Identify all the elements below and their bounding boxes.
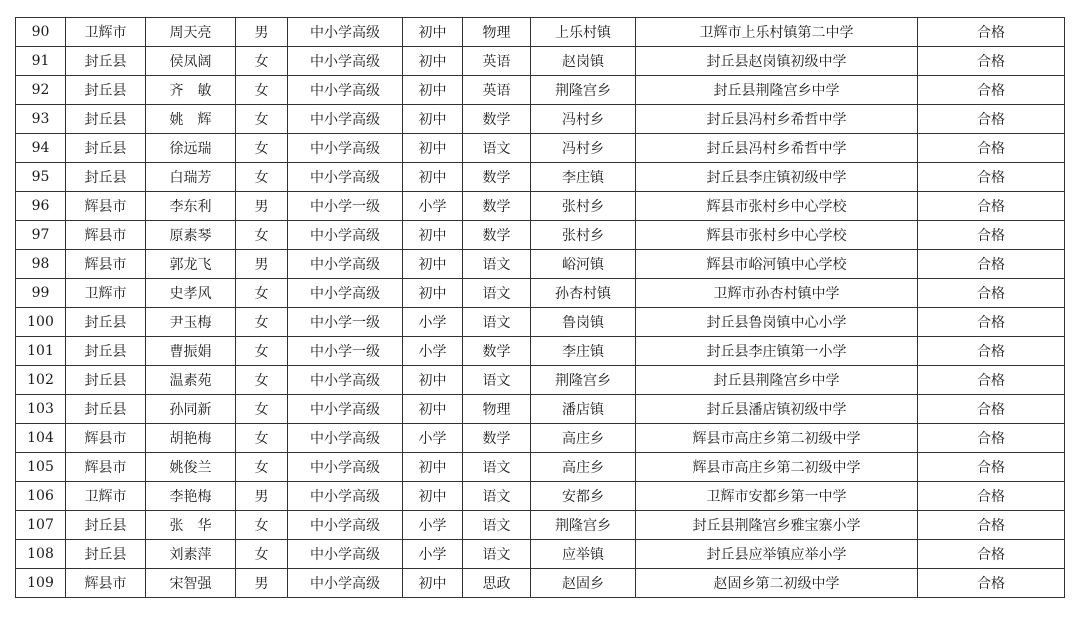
cell-gender: 女 — [236, 540, 288, 569]
cell-title-level: 中小学高级 — [288, 18, 403, 47]
cell-subject: 语文 — [463, 540, 531, 569]
cell-township: 高庄乡 — [531, 453, 636, 482]
cell-name: 姚 辉 — [146, 105, 236, 134]
cell-result: 合格 — [918, 540, 1065, 569]
cell-name: 李东利 — [146, 192, 236, 221]
cell-row-number: 104 — [16, 424, 66, 453]
cell-school: 辉县市峪河镇中心学校 — [636, 250, 918, 279]
cell-name: 史孝风 — [146, 279, 236, 308]
cell-school: 封丘县冯村乡希哲中学 — [636, 134, 918, 163]
cell-school-level: 小学 — [403, 424, 463, 453]
cell-result: 合格 — [918, 337, 1065, 366]
cell-school: 封丘县荆隆宫乡中学 — [636, 366, 918, 395]
cell-gender: 女 — [236, 76, 288, 105]
results-table-container — [15, 17, 1065, 598]
cell-result: 合格 — [918, 482, 1065, 511]
cell-township: 荆隆宫乡 — [531, 366, 636, 395]
cell-county: 封丘县 — [66, 163, 146, 192]
cell-row-number: 107 — [16, 511, 66, 540]
cell-result: 合格 — [918, 163, 1065, 192]
cell-subject: 物理 — [463, 18, 531, 47]
cell-subject: 语文 — [463, 134, 531, 163]
cell-school: 封丘县潘店镇初级中学 — [636, 395, 918, 424]
cell-row-number: 108 — [16, 540, 66, 569]
results-table-body — [16, 18, 1065, 598]
cell-title-level: 中小学高级 — [288, 250, 403, 279]
cell-school-level: 小学 — [403, 308, 463, 337]
cell-township: 赵岗镇 — [531, 47, 636, 76]
cell-gender: 男 — [236, 569, 288, 598]
cell-gender: 女 — [236, 47, 288, 76]
cell-township: 应举镇 — [531, 540, 636, 569]
cell-school: 封丘县赵岗镇初级中学 — [636, 47, 918, 76]
cell-gender: 女 — [236, 221, 288, 250]
cell-row-number: 100 — [16, 308, 66, 337]
cell-result: 合格 — [918, 105, 1065, 134]
cell-school: 封丘县荆隆宫乡中学 — [636, 76, 918, 105]
cell-title-level: 中小学一级 — [288, 192, 403, 221]
cell-gender: 女 — [236, 395, 288, 424]
cell-school-level: 初中 — [403, 569, 463, 598]
cell-name: 温素苑 — [146, 366, 236, 395]
cell-school-level: 初中 — [403, 18, 463, 47]
cell-row-number: 97 — [16, 221, 66, 250]
cell-subject: 语文 — [463, 279, 531, 308]
cell-result: 合格 — [918, 76, 1065, 105]
table-row — [16, 192, 1065, 221]
cell-school: 封丘县应举镇应举小学 — [636, 540, 918, 569]
cell-row-number: 109 — [16, 569, 66, 598]
cell-row-number: 92 — [16, 76, 66, 105]
cell-name: 宋智强 — [146, 569, 236, 598]
results-table — [15, 17, 1065, 598]
cell-county: 辉县市 — [66, 569, 146, 598]
cell-title-level: 中小学高级 — [288, 482, 403, 511]
cell-gender: 女 — [236, 337, 288, 366]
cell-subject: 物理 — [463, 395, 531, 424]
cell-name: 张 华 — [146, 511, 236, 540]
cell-title-level: 中小学一级 — [288, 337, 403, 366]
cell-result: 合格 — [918, 511, 1065, 540]
cell-county: 封丘县 — [66, 337, 146, 366]
table-row — [16, 134, 1065, 163]
cell-row-number: 102 — [16, 366, 66, 395]
cell-subject: 数学 — [463, 192, 531, 221]
cell-result: 合格 — [918, 366, 1065, 395]
cell-school: 辉县市张村乡中心学校 — [636, 192, 918, 221]
cell-gender: 女 — [236, 134, 288, 163]
cell-title-level: 中小学高级 — [288, 279, 403, 308]
cell-county: 封丘县 — [66, 47, 146, 76]
cell-result: 合格 — [918, 395, 1065, 424]
cell-row-number: 95 — [16, 163, 66, 192]
table-row — [16, 18, 1065, 47]
cell-school: 辉县市张村乡中心学校 — [636, 221, 918, 250]
cell-township: 峪河镇 — [531, 250, 636, 279]
table-row — [16, 337, 1065, 366]
cell-subject: 语文 — [463, 453, 531, 482]
cell-school-level: 初中 — [403, 366, 463, 395]
cell-row-number: 106 — [16, 482, 66, 511]
cell-title-level: 中小学高级 — [288, 105, 403, 134]
cell-county: 封丘县 — [66, 511, 146, 540]
cell-subject: 数学 — [463, 424, 531, 453]
cell-row-number: 101 — [16, 337, 66, 366]
table-row — [16, 76, 1065, 105]
table-row — [16, 105, 1065, 134]
table-row — [16, 47, 1065, 76]
table-row — [16, 250, 1065, 279]
cell-result: 合格 — [918, 250, 1065, 279]
cell-subject: 语文 — [463, 511, 531, 540]
cell-school-level: 初中 — [403, 76, 463, 105]
cell-result: 合格 — [918, 279, 1065, 308]
cell-gender: 女 — [236, 511, 288, 540]
cell-name: 尹玉梅 — [146, 308, 236, 337]
cell-township: 李庄镇 — [531, 337, 636, 366]
cell-school: 卫辉市安都乡第一中学 — [636, 482, 918, 511]
cell-title-level: 中小学高级 — [288, 424, 403, 453]
cell-county: 卫辉市 — [66, 279, 146, 308]
cell-name: 郭龙飞 — [146, 250, 236, 279]
cell-township: 李庄镇 — [531, 163, 636, 192]
cell-row-number: 98 — [16, 250, 66, 279]
cell-county: 辉县市 — [66, 424, 146, 453]
cell-row-number: 99 — [16, 279, 66, 308]
table-row — [16, 482, 1065, 511]
cell-school-level: 小学 — [403, 337, 463, 366]
cell-title-level: 中小学高级 — [288, 569, 403, 598]
cell-township: 张村乡 — [531, 221, 636, 250]
table-row — [16, 279, 1065, 308]
cell-title-level: 中小学高级 — [288, 453, 403, 482]
cell-county: 辉县市 — [66, 250, 146, 279]
cell-subject: 语文 — [463, 308, 531, 337]
cell-school-level: 初中 — [403, 482, 463, 511]
cell-county: 封丘县 — [66, 76, 146, 105]
cell-county: 卫辉市 — [66, 482, 146, 511]
cell-gender: 女 — [236, 424, 288, 453]
cell-name: 周天亮 — [146, 18, 236, 47]
cell-subject: 思政 — [463, 569, 531, 598]
cell-result: 合格 — [918, 424, 1065, 453]
cell-name: 原素琴 — [146, 221, 236, 250]
cell-title-level: 中小学高级 — [288, 511, 403, 540]
cell-subject: 语文 — [463, 482, 531, 511]
cell-subject: 英语 — [463, 76, 531, 105]
cell-title-level: 中小学高级 — [288, 134, 403, 163]
cell-subject: 英语 — [463, 47, 531, 76]
cell-county: 辉县市 — [66, 192, 146, 221]
cell-county: 辉县市 — [66, 453, 146, 482]
cell-county: 封丘县 — [66, 395, 146, 424]
cell-title-level: 中小学高级 — [288, 221, 403, 250]
cell-county: 卫辉市 — [66, 18, 146, 47]
table-row — [16, 366, 1065, 395]
cell-row-number: 93 — [16, 105, 66, 134]
cell-name: 齐 敏 — [146, 76, 236, 105]
cell-school-level: 初中 — [403, 395, 463, 424]
cell-township: 荆隆宫乡 — [531, 511, 636, 540]
cell-gender: 男 — [236, 482, 288, 511]
table-row — [16, 395, 1065, 424]
cell-title-level: 中小学高级 — [288, 47, 403, 76]
cell-school-level: 初中 — [403, 163, 463, 192]
cell-name: 胡艳梅 — [146, 424, 236, 453]
cell-township: 孙杏村镇 — [531, 279, 636, 308]
cell-title-level: 中小学高级 — [288, 540, 403, 569]
cell-school: 辉县市高庄乡第二初级中学 — [636, 453, 918, 482]
cell-gender: 男 — [236, 192, 288, 221]
table-row — [16, 569, 1065, 598]
cell-school: 封丘县李庄镇第一小学 — [636, 337, 918, 366]
cell-township: 冯村乡 — [531, 105, 636, 134]
cell-name: 刘素萍 — [146, 540, 236, 569]
table-row — [16, 511, 1065, 540]
cell-row-number: 103 — [16, 395, 66, 424]
table-row — [16, 453, 1065, 482]
cell-gender: 男 — [236, 18, 288, 47]
cell-county: 封丘县 — [66, 105, 146, 134]
cell-county: 封丘县 — [66, 540, 146, 569]
cell-name: 曹振娟 — [146, 337, 236, 366]
cell-name: 白瑞芳 — [146, 163, 236, 192]
cell-name: 徐远瑞 — [146, 134, 236, 163]
cell-school: 封丘县鲁岗镇中心小学 — [636, 308, 918, 337]
cell-school: 辉县市高庄乡第二初级中学 — [636, 424, 918, 453]
cell-row-number: 90 — [16, 18, 66, 47]
cell-gender: 女 — [236, 453, 288, 482]
cell-township: 安都乡 — [531, 482, 636, 511]
cell-school: 赵固乡第二初级中学 — [636, 569, 918, 598]
cell-school-level: 小学 — [403, 540, 463, 569]
cell-township: 潘店镇 — [531, 395, 636, 424]
cell-result: 合格 — [918, 192, 1065, 221]
cell-gender: 女 — [236, 366, 288, 395]
table-row — [16, 163, 1065, 192]
cell-result: 合格 — [918, 221, 1065, 250]
cell-title-level: 中小学高级 — [288, 366, 403, 395]
cell-row-number: 96 — [16, 192, 66, 221]
cell-subject: 数学 — [463, 337, 531, 366]
cell-school-level: 初中 — [403, 134, 463, 163]
cell-subject: 语文 — [463, 250, 531, 279]
cell-gender: 男 — [236, 250, 288, 279]
cell-subject: 数学 — [463, 105, 531, 134]
table-row — [16, 540, 1065, 569]
cell-township: 冯村乡 — [531, 134, 636, 163]
table-row — [16, 308, 1065, 337]
cell-school-level: 初中 — [403, 453, 463, 482]
cell-result: 合格 — [918, 308, 1065, 337]
cell-school-level: 初中 — [403, 47, 463, 76]
cell-title-level: 中小学高级 — [288, 395, 403, 424]
cell-school: 卫辉市孙杏村镇中学 — [636, 279, 918, 308]
cell-county: 封丘县 — [66, 134, 146, 163]
cell-school-level: 小学 — [403, 192, 463, 221]
cell-township: 上乐村镇 — [531, 18, 636, 47]
cell-gender: 女 — [236, 308, 288, 337]
cell-school-level: 小学 — [403, 511, 463, 540]
cell-school: 卫辉市上乐村镇第二中学 — [636, 18, 918, 47]
cell-county: 封丘县 — [66, 308, 146, 337]
cell-school: 封丘县李庄镇初级中学 — [636, 163, 918, 192]
cell-name: 孙同新 — [146, 395, 236, 424]
cell-school-level: 初中 — [403, 105, 463, 134]
cell-gender: 女 — [236, 105, 288, 134]
cell-name: 姚俊兰 — [146, 453, 236, 482]
table-row — [16, 424, 1065, 453]
cell-township: 赵固乡 — [531, 569, 636, 598]
cell-township: 高庄乡 — [531, 424, 636, 453]
cell-subject: 数学 — [463, 163, 531, 192]
cell-name: 李艳梅 — [146, 482, 236, 511]
cell-row-number: 91 — [16, 47, 66, 76]
cell-gender: 女 — [236, 279, 288, 308]
cell-title-level: 中小学一级 — [288, 308, 403, 337]
cell-township: 鲁岗镇 — [531, 308, 636, 337]
cell-result: 合格 — [918, 18, 1065, 47]
cell-result: 合格 — [918, 134, 1065, 163]
cell-row-number: 94 — [16, 134, 66, 163]
cell-gender: 女 — [236, 163, 288, 192]
cell-result: 合格 — [918, 47, 1065, 76]
cell-title-level: 中小学高级 — [288, 163, 403, 192]
cell-name: 侯凤阔 — [146, 47, 236, 76]
cell-result: 合格 — [918, 453, 1065, 482]
cell-county: 辉县市 — [66, 221, 146, 250]
cell-school: 封丘县冯村乡希哲中学 — [636, 105, 918, 134]
cell-township: 荆隆宫乡 — [531, 76, 636, 105]
cell-title-level: 中小学高级 — [288, 76, 403, 105]
cell-subject: 语文 — [463, 366, 531, 395]
cell-result: 合格 — [918, 569, 1065, 598]
table-row — [16, 221, 1065, 250]
cell-subject: 数学 — [463, 221, 531, 250]
cell-township: 张村乡 — [531, 192, 636, 221]
cell-county: 封丘县 — [66, 366, 146, 395]
cell-row-number: 105 — [16, 453, 66, 482]
cell-school-level: 初中 — [403, 221, 463, 250]
cell-school-level: 初中 — [403, 279, 463, 308]
cell-school: 封丘县荆隆宫乡雅宝寨小学 — [636, 511, 918, 540]
cell-school-level: 初中 — [403, 250, 463, 279]
